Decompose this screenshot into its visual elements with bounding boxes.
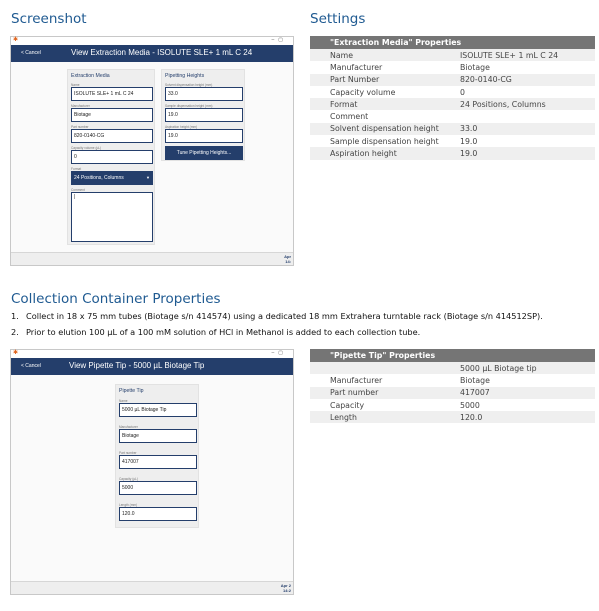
table-row: Capacity volume 0 <box>310 86 595 98</box>
table-row: Capacity 5000 <box>310 399 595 411</box>
pipette-tip-panel <box>115 384 199 528</box>
window-controls[interactable]: –▢ <box>271 350 287 356</box>
aspiration-height-field[interactable]: 19.0 <box>165 129 243 143</box>
table-row: Manufacturer Biotage <box>310 61 595 73</box>
cancel-button[interactable]: < Cancel <box>21 363 41 369</box>
cancel-button[interactable]: < Cancel <box>21 50 41 56</box>
section-title-settings: Settings <box>310 11 366 27</box>
table-row: Part number 417007 <box>310 387 595 399</box>
length-label: Length (mm) <box>119 503 138 507</box>
solvent-height-field[interactable]: 33.0 <box>165 87 243 101</box>
table-header: "Pipette Tip" Properties <box>310 349 595 362</box>
window-header-bar <box>11 45 293 62</box>
window-heading: View Extraction Media - ISOLUTE SLE+ 1 mL C 24 <box>71 48 253 57</box>
length-field[interactable]: 120.0 <box>119 507 197 521</box>
taskbar-clock: Apr 2 14:2 <box>280 583 291 593</box>
table-row: 5000 µL Biotage tip <box>310 362 595 374</box>
sample-height-field[interactable]: 19.0 <box>165 108 243 122</box>
table-header: "Extraction Media" Properties <box>310 36 595 49</box>
aspiration-height-label: Aspiration height (mm) <box>165 125 198 129</box>
tune-pipetting-heights-button[interactable]: Tune Pipetting Heights... <box>165 146 243 160</box>
manufacturer-label: Manufacturer <box>71 104 90 108</box>
collection-steps-list <box>11 309 543 340</box>
pipetting-heights-panel <box>161 69 245 161</box>
list-item: 1. Collect in 18 x 75 mm tubes (Biotage s/n 414574) using a dedicated 18 mm Extrahera turntable rack (Biotage s/n 414512SP). <box>11 311 543 321</box>
solvent-height-label: Solvent dispensation height (mm) <box>165 83 213 87</box>
table-row: Length 120.0 <box>310 411 595 423</box>
extraction-media-window <box>10 36 294 266</box>
window-taskbar <box>11 252 293 265</box>
section-title-collection: Collection Container Properties <box>11 291 221 307</box>
capacity-field[interactable]: 0 <box>71 150 153 164</box>
capacity-field[interactable]: 5000 <box>119 481 197 495</box>
name-field[interactable]: 5000 µL Biotage Tip <box>119 403 197 417</box>
extraction-media-panel <box>67 69 155 245</box>
pipette-tip-properties-table <box>310 349 595 423</box>
part-number-label: Part number <box>119 451 137 455</box>
capacity-label: Capacity (µL) <box>119 477 139 481</box>
table-row: Format 24 Positions, Columns <box>310 98 595 110</box>
panel-title: Pipette Tip <box>119 388 144 394</box>
list-item: 2. Prior to elution 100 µL of a 100 mM solution of HCl in Methanol is added to each collection tube. <box>11 326 421 337</box>
app-logo-icon: ✱ <box>13 37 19 43</box>
table-row: Comment <box>310 110 595 122</box>
format-label: Format <box>71 167 82 171</box>
comment-textarea[interactable]: | <box>71 192 153 242</box>
manufacturer-field[interactable]: Biotage <box>119 429 197 443</box>
part-number-field[interactable]: 417007 <box>119 455 197 469</box>
name-field[interactable]: ISOLUTE SLE+ 1 mL C 24 <box>71 87 153 101</box>
window-titlebar <box>11 350 293 358</box>
table-row: Aspiration height 19.0 <box>310 147 595 159</box>
section-title-screenshot: Screenshot <box>11 11 87 27</box>
format-select-value: 24 Positions, Columns <box>74 175 124 181</box>
table-row: Solvent dispensation height 33.0 <box>310 123 595 135</box>
table-row: Name ISOLUTE SLE+ 1 mL C 24 <box>310 49 595 61</box>
panel-title: Pipetting Heights <box>165 73 205 79</box>
app-logo-icon: ✱ <box>13 350 19 356</box>
table-row: Sample dispensation height 19.0 <box>310 135 595 147</box>
format-select[interactable] <box>71 171 153 185</box>
manufacturer-label: Manufacturer <box>119 425 138 429</box>
window-taskbar <box>11 581 293 594</box>
capacity-label: Capacity volume (µL) <box>71 146 102 150</box>
comment-label: Comment <box>71 188 85 192</box>
taskbar-clock: Apr 14: <box>284 254 291 264</box>
pipette-tip-window <box>10 349 294 595</box>
table-row: Manufacturer Biotage <box>310 374 595 386</box>
window-header-bar <box>11 358 293 375</box>
window-controls[interactable]: –▢ <box>271 37 287 43</box>
window-heading: View Pipette Tip - 5000 µL Biotage Tip <box>69 361 205 370</box>
sample-height-label: Sample dispensation height (mm) <box>165 104 213 108</box>
table-row: Part Number 820-0140-CG <box>310 74 595 86</box>
panel-title: Extraction Media <box>71 73 110 79</box>
name-label: Name <box>71 83 80 87</box>
manufacturer-field[interactable]: Biotage <box>71 108 153 122</box>
chevron-down-icon: ▼ <box>146 175 150 180</box>
name-label: Name <box>119 399 128 403</box>
window-titlebar <box>11 37 293 45</box>
extraction-media-properties-table <box>310 36 595 160</box>
part-number-label: Part number <box>71 125 89 129</box>
part-number-field[interactable]: 820-0140-CG <box>71 129 153 143</box>
